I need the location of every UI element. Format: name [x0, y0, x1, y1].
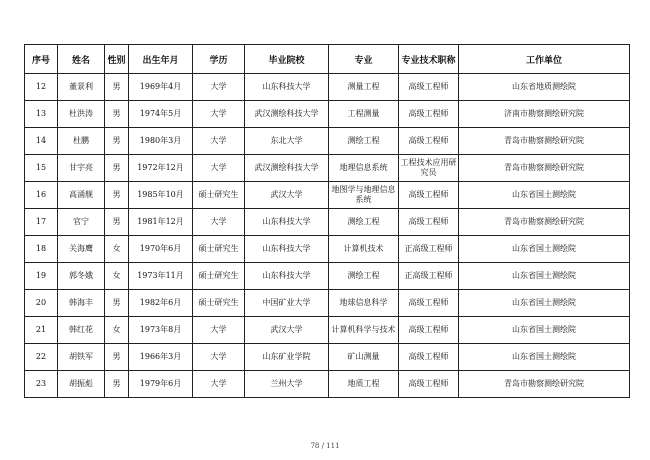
cell-major: 工程测量 — [329, 101, 399, 128]
cell-title: 高级工程师 — [399, 209, 459, 236]
cell-index: 13 — [25, 101, 58, 128]
cell-employer: 青岛市勘察测绘研究院 — [459, 371, 630, 398]
table-row — [25, 317, 630, 344]
cell-education: 硕士研究生 — [193, 290, 245, 317]
cell-name: 董景利 — [58, 74, 105, 101]
cell-title: 正高级工程师 — [399, 263, 459, 290]
cell-major: 测绘工程 — [329, 263, 399, 290]
cell-major: 地理信息系统 — [329, 155, 399, 182]
cell-employer: 山东省国土测绘院 — [459, 317, 630, 344]
header-gender: 性别 — [105, 45, 129, 74]
cell-birth: 1970年6月 — [129, 236, 193, 263]
cell-title: 正高级工程师 — [399, 236, 459, 263]
cell-major: 测绘工程 — [329, 209, 399, 236]
cell-title: 高级工程师 — [399, 344, 459, 371]
cell-employer: 青岛市勘察测绘研究院 — [459, 128, 630, 155]
cell-school: 山东矿业学院 — [245, 344, 329, 371]
cell-birth: 1979年6月 — [129, 371, 193, 398]
cell-gender: 男 — [105, 209, 129, 236]
cell-birth: 1966年3月 — [129, 344, 193, 371]
cell-index: 22 — [25, 344, 58, 371]
cell-school: 山东科技大学 — [245, 74, 329, 101]
cell-title: 高级工程师 — [399, 101, 459, 128]
cell-employer: 青岛市勘察测绘研究院 — [459, 155, 630, 182]
page-number: 78 / 111 — [310, 442, 340, 450]
cell-index: 23 — [25, 371, 58, 398]
cell-name: 杜洪涛 — [58, 101, 105, 128]
table-row — [25, 290, 630, 317]
cell-birth: 1981年12月 — [129, 209, 193, 236]
cell-gender: 男 — [105, 155, 129, 182]
cell-education: 硕士研究生 — [193, 182, 245, 209]
cell-education: 大学 — [193, 317, 245, 344]
table-row — [25, 371, 630, 398]
cell-employer: 山东省国土测绘院 — [459, 290, 630, 317]
cell-index: 21 — [25, 317, 58, 344]
cell-birth: 1982年6月 — [129, 290, 193, 317]
cell-employer: 山东省国土测绘院 — [459, 236, 630, 263]
cell-index: 19 — [25, 263, 58, 290]
cell-name: 甘宇亮 — [58, 155, 105, 182]
cell-name: 胡振彪 — [58, 371, 105, 398]
cell-birth: 1969年4月 — [129, 74, 193, 101]
cell-employer: 山东省国土测绘院 — [459, 344, 630, 371]
cell-gender: 男 — [105, 344, 129, 371]
cell-education: 大学 — [193, 155, 245, 182]
table-row — [25, 74, 630, 101]
cell-gender: 男 — [105, 290, 129, 317]
cell-gender: 男 — [105, 74, 129, 101]
cell-education: 大学 — [193, 74, 245, 101]
cell-title: 工程技术应用研究员 — [399, 155, 459, 182]
header-education: 学历 — [193, 45, 245, 74]
cell-name: 高涌舰 — [58, 182, 105, 209]
cell-index: 16 — [25, 182, 58, 209]
header-name: 姓名 — [58, 45, 105, 74]
cell-birth: 1972年12月 — [129, 155, 193, 182]
cell-name: 郭冬娥 — [58, 263, 105, 290]
cell-major: 地质工程 — [329, 371, 399, 398]
header-row — [25, 45, 630, 74]
cell-employer: 青岛市勘察测绘研究院 — [459, 209, 630, 236]
cell-school: 山东科技大学 — [245, 236, 329, 263]
cell-name: 胡铁军 — [58, 344, 105, 371]
cell-education: 大学 — [193, 101, 245, 128]
header-index: 序号 — [25, 45, 58, 74]
cell-index: 20 — [25, 290, 58, 317]
cell-school: 武汉测绘科技大学 — [245, 155, 329, 182]
cell-school: 武汉测绘科技大学 — [245, 101, 329, 128]
table-row — [25, 182, 630, 209]
cell-gender: 女 — [105, 236, 129, 263]
cell-birth: 1974年5月 — [129, 101, 193, 128]
cell-gender: 女 — [105, 263, 129, 290]
cell-employer: 山东省地质测绘院 — [459, 74, 630, 101]
table-row — [25, 344, 630, 371]
cell-name: 官宁 — [58, 209, 105, 236]
header-birth: 出生年月 — [129, 45, 193, 74]
cell-gender: 女 — [105, 317, 129, 344]
cell-title: 高级工程师 — [399, 371, 459, 398]
header-employer: 工作单位 — [459, 45, 630, 74]
cell-school: 山东科技大学 — [245, 263, 329, 290]
cell-major: 地球信息科学 — [329, 290, 399, 317]
cell-name: 韩红花 — [58, 317, 105, 344]
cell-index: 14 — [25, 128, 58, 155]
cell-birth: 1973年11月 — [129, 263, 193, 290]
cell-title: 高级工程师 — [399, 128, 459, 155]
cell-education: 大学 — [193, 209, 245, 236]
cell-school: 东北大学 — [245, 128, 329, 155]
cell-school: 武汉大学 — [245, 317, 329, 344]
cell-index: 15 — [25, 155, 58, 182]
table-row — [25, 263, 630, 290]
cell-education: 硕士研究生 — [193, 236, 245, 263]
cell-name: 韩海丰 — [58, 290, 105, 317]
cell-gender: 男 — [105, 128, 129, 155]
cell-title: 高级工程师 — [399, 290, 459, 317]
cell-school: 山东科技大学 — [245, 209, 329, 236]
cell-gender: 男 — [105, 182, 129, 209]
header-title: 专业技术职称 — [399, 45, 459, 74]
cell-title: 高级工程师 — [399, 74, 459, 101]
table-row — [25, 236, 630, 263]
cell-school: 武汉大学 — [245, 182, 329, 209]
cell-employer: 济南市勘察测绘研究院 — [459, 101, 630, 128]
cell-major: 矿山测量 — [329, 344, 399, 371]
cell-index: 18 — [25, 236, 58, 263]
cell-education: 大学 — [193, 371, 245, 398]
cell-name: 杜鹏 — [58, 128, 105, 155]
table-row — [25, 209, 630, 236]
table-row — [25, 101, 630, 128]
cell-index: 12 — [25, 74, 58, 101]
cell-school: 兰州大学 — [245, 371, 329, 398]
cell-education: 硕士研究生 — [193, 263, 245, 290]
cell-birth: 1985年10月 — [129, 182, 193, 209]
cell-major: 计算机技术 — [329, 236, 399, 263]
cell-employer: 山东省国土测绘院 — [459, 182, 630, 209]
cell-title: 高级工程师 — [399, 182, 459, 209]
cell-school: 中国矿业大学 — [245, 290, 329, 317]
header-school: 毕业院校 — [245, 45, 329, 74]
cell-birth: 1973年8月 — [129, 317, 193, 344]
table-row — [25, 128, 630, 155]
personnel-table — [24, 44, 630, 398]
cell-employer: 山东省国土测绘院 — [459, 263, 630, 290]
header-major: 专业 — [329, 45, 399, 74]
cell-birth: 1980年3月 — [129, 128, 193, 155]
cell-gender: 男 — [105, 371, 129, 398]
cell-major: 计算机科学与技术 — [329, 317, 399, 344]
cell-gender: 男 — [105, 101, 129, 128]
cell-index: 17 — [25, 209, 58, 236]
cell-major: 地图学与地理信息系统 — [329, 182, 399, 209]
cell-name: 关海鹰 — [58, 236, 105, 263]
cell-title: 高级工程师 — [399, 317, 459, 344]
cell-education: 大学 — [193, 344, 245, 371]
cell-education: 大学 — [193, 128, 245, 155]
cell-major: 测量工程 — [329, 74, 399, 101]
table-row — [25, 155, 630, 182]
cell-major: 测绘工程 — [329, 128, 399, 155]
